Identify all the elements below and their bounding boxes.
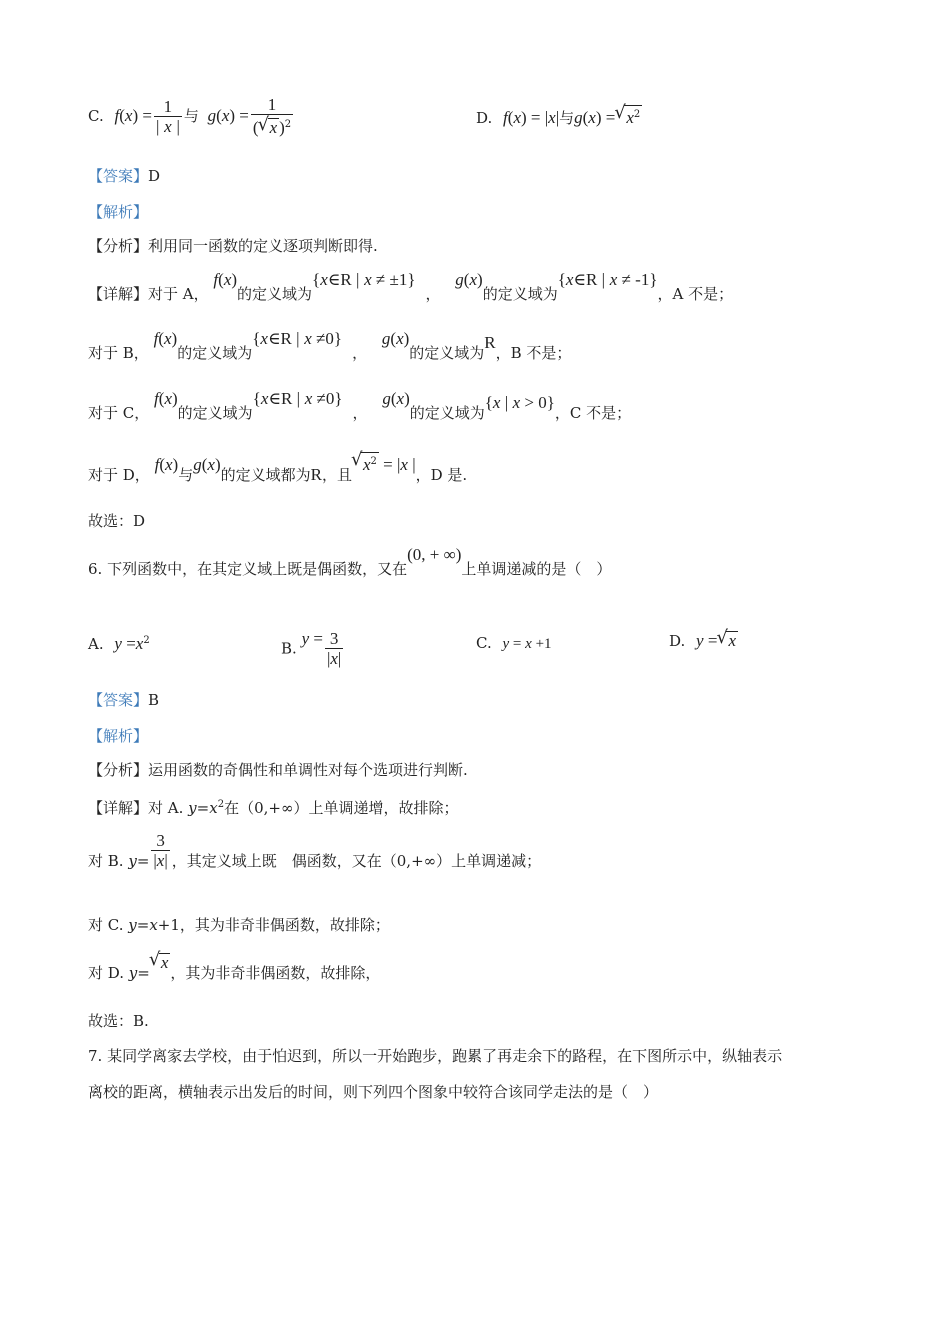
fenxi-text: 运用函数的奇偶性和单调性对每个选项进行判断.: [148, 761, 468, 779]
q6-option-a: A. $y =x^2$: [88, 634, 150, 653]
q6-stem: 6. 下列函数中，在其定义域上既是偶函数，又在(0, + ∞)上单调递减的是（ ）: [88, 545, 612, 578]
domain-text: 的定义域为: [237, 285, 313, 303]
q5-conclusion: 故选：D: [88, 512, 146, 530]
detail-suffix: ，A 不是；: [657, 285, 734, 303]
detail-suffix: ，其为非奇非偶函数，故排除，: [170, 964, 381, 982]
q6-option-c: C. y = x +1: [476, 634, 552, 652]
q7-stem-line1: 7. 某同学离家去学校，由于怕迟到，所以一开始跑步，跑累了再走余下的路程，在下图所示中，纵轴表示: [88, 1047, 783, 1065]
detail-suffix: ，D 是.: [415, 466, 468, 484]
q6-detail-a: 【详解】对 A. $y=x^2$在（0,+∞）上单调递增，故排除；: [88, 799, 459, 817]
q6-fenxi: [88, 759, 468, 781]
q5-detail-d: 对于 D， f(x)与g(x)的定义域都为R，且√ $x^2 = |x$ |，D 是.: [88, 462, 467, 486]
fenxi-text: 利用同一函数的定义逐项判断即得.: [148, 237, 378, 255]
q5-option-d: D. f(x) = |x|与g(x) =√ $x^2$: [476, 105, 642, 129]
detail-text: ，且: [321, 466, 352, 484]
detail-tag: 【详解】: [88, 799, 149, 817]
answer-tag: 【答案】: [88, 167, 149, 185]
stem-text: 上单调递减的是（ ）: [461, 560, 612, 578]
comma: ，: [352, 404, 368, 422]
joiner: 与: [178, 466, 194, 484]
q5-detail-a: 【详解】对于 A， f(x)的定义域为{x∈R | x ≠ ±1}， g(x)的定义域为{x∈R | x ≠ -1}，A 不是；: [88, 270, 734, 303]
q5-fenxi: [88, 235, 378, 257]
domain-text: 的定义域为: [177, 344, 253, 362]
answer-value: B: [148, 691, 160, 709]
fenxi-tag: 【分析】: [88, 237, 149, 255]
answer-tag: 【答案】: [88, 691, 149, 709]
fenxi-tag: 【分析】: [88, 761, 149, 779]
domain-text: 的定义域为: [409, 404, 485, 422]
detail-suffix: ，其定义域上既 偶函数，又在（0,+∞）上单调递减；: [171, 852, 542, 870]
joiner: 与: [559, 109, 575, 127]
detail-prefix: 对于 B，: [88, 344, 149, 362]
detail-prefix: 对 B.: [88, 852, 129, 870]
detail-prefix: 对于 C，: [88, 404, 150, 422]
comma: ，: [425, 285, 441, 303]
q6-option-b: B. y = $\frac{3}{|x|}$: [281, 628, 342, 668]
option-label: C.: [476, 634, 492, 652]
domain-text: 的定义域为: [177, 404, 253, 422]
detail-prefix: 对 A.: [148, 799, 189, 817]
detail-suffix: ，C 不是；: [554, 404, 632, 422]
analysis-tag: 【解析】: [88, 727, 149, 745]
q5-option-c: C. f(x) = $\frac{1}{| x |}$ 与 g(x) = $\frac{1}{(√ x )^2}$: [88, 96, 295, 138]
option-label: D.: [476, 109, 493, 127]
q6-analysis-tag: [88, 725, 148, 747]
q6-detail-b: 对 B. y= $\frac{3}{|x|}$ ，其定义域上既 偶函数，又在（0,+∞）上单调递减；: [88, 830, 542, 870]
option-label: D.: [669, 632, 686, 650]
answer-value: D: [148, 167, 161, 185]
stem-text: 6. 下列函数中，在其定义域上既是偶函数，又在: [88, 560, 408, 578]
detail-suffix: ，其为非奇非偶函数，故排除；: [179, 916, 390, 934]
detail-suffix: ，B 不是；: [495, 344, 572, 362]
detail-prefix: 对于 D，: [88, 466, 150, 484]
domain-text: 的定义域为: [482, 285, 558, 303]
q5-detail-b: 对于 B， f(x)的定义域为{x∈R | x ≠0}， g(x)的定义域为R，B 不是；: [88, 329, 572, 362]
q7-stem-line2: 离校的距离，横轴表示出发后的时间，则下列四个图象中较符合该同学走法的是（ ）: [88, 1083, 659, 1101]
q6-conclusion: 故选：B.: [88, 1012, 149, 1030]
detail-suffix: 在（0,+∞）上单调递增，故排除；: [224, 799, 459, 817]
detail-prefix: 对 D.: [88, 964, 129, 982]
option-label: A.: [88, 635, 104, 653]
comma: ，: [352, 344, 368, 362]
q5-answer-line: [88, 165, 160, 187]
q5-analysis-tag: [88, 201, 148, 223]
detail-tag: 【详解】: [88, 285, 149, 303]
detail-prefix: 对于 A，: [148, 285, 209, 303]
q6-option-d: D. y =√ x: [669, 630, 738, 652]
q6-answer-line: [88, 689, 159, 711]
option-label: B.: [281, 639, 297, 658]
q5-detail-c: 对于 C， f(x)的定义域为{x∈R | x ≠0}， g(x)的定义域为{x | x > 0}，C 不是；: [88, 389, 632, 422]
domain-text: 的定义域为: [409, 344, 485, 362]
option-label: C.: [88, 107, 104, 125]
q6-detail-d: 对 D. y=√ x，其为非奇非偶函数，故排除，: [88, 962, 380, 984]
formula-fc: f: [114, 106, 120, 125]
joiner: 与: [183, 107, 199, 125]
q6-detail-c: 对 C. y=x+1，其为非奇非偶函数，故排除；: [88, 916, 390, 934]
analysis-tag: 【解析】: [88, 203, 149, 221]
detail-prefix: 对 C.: [88, 916, 129, 934]
detail-text: 的定义域都为: [220, 466, 311, 484]
